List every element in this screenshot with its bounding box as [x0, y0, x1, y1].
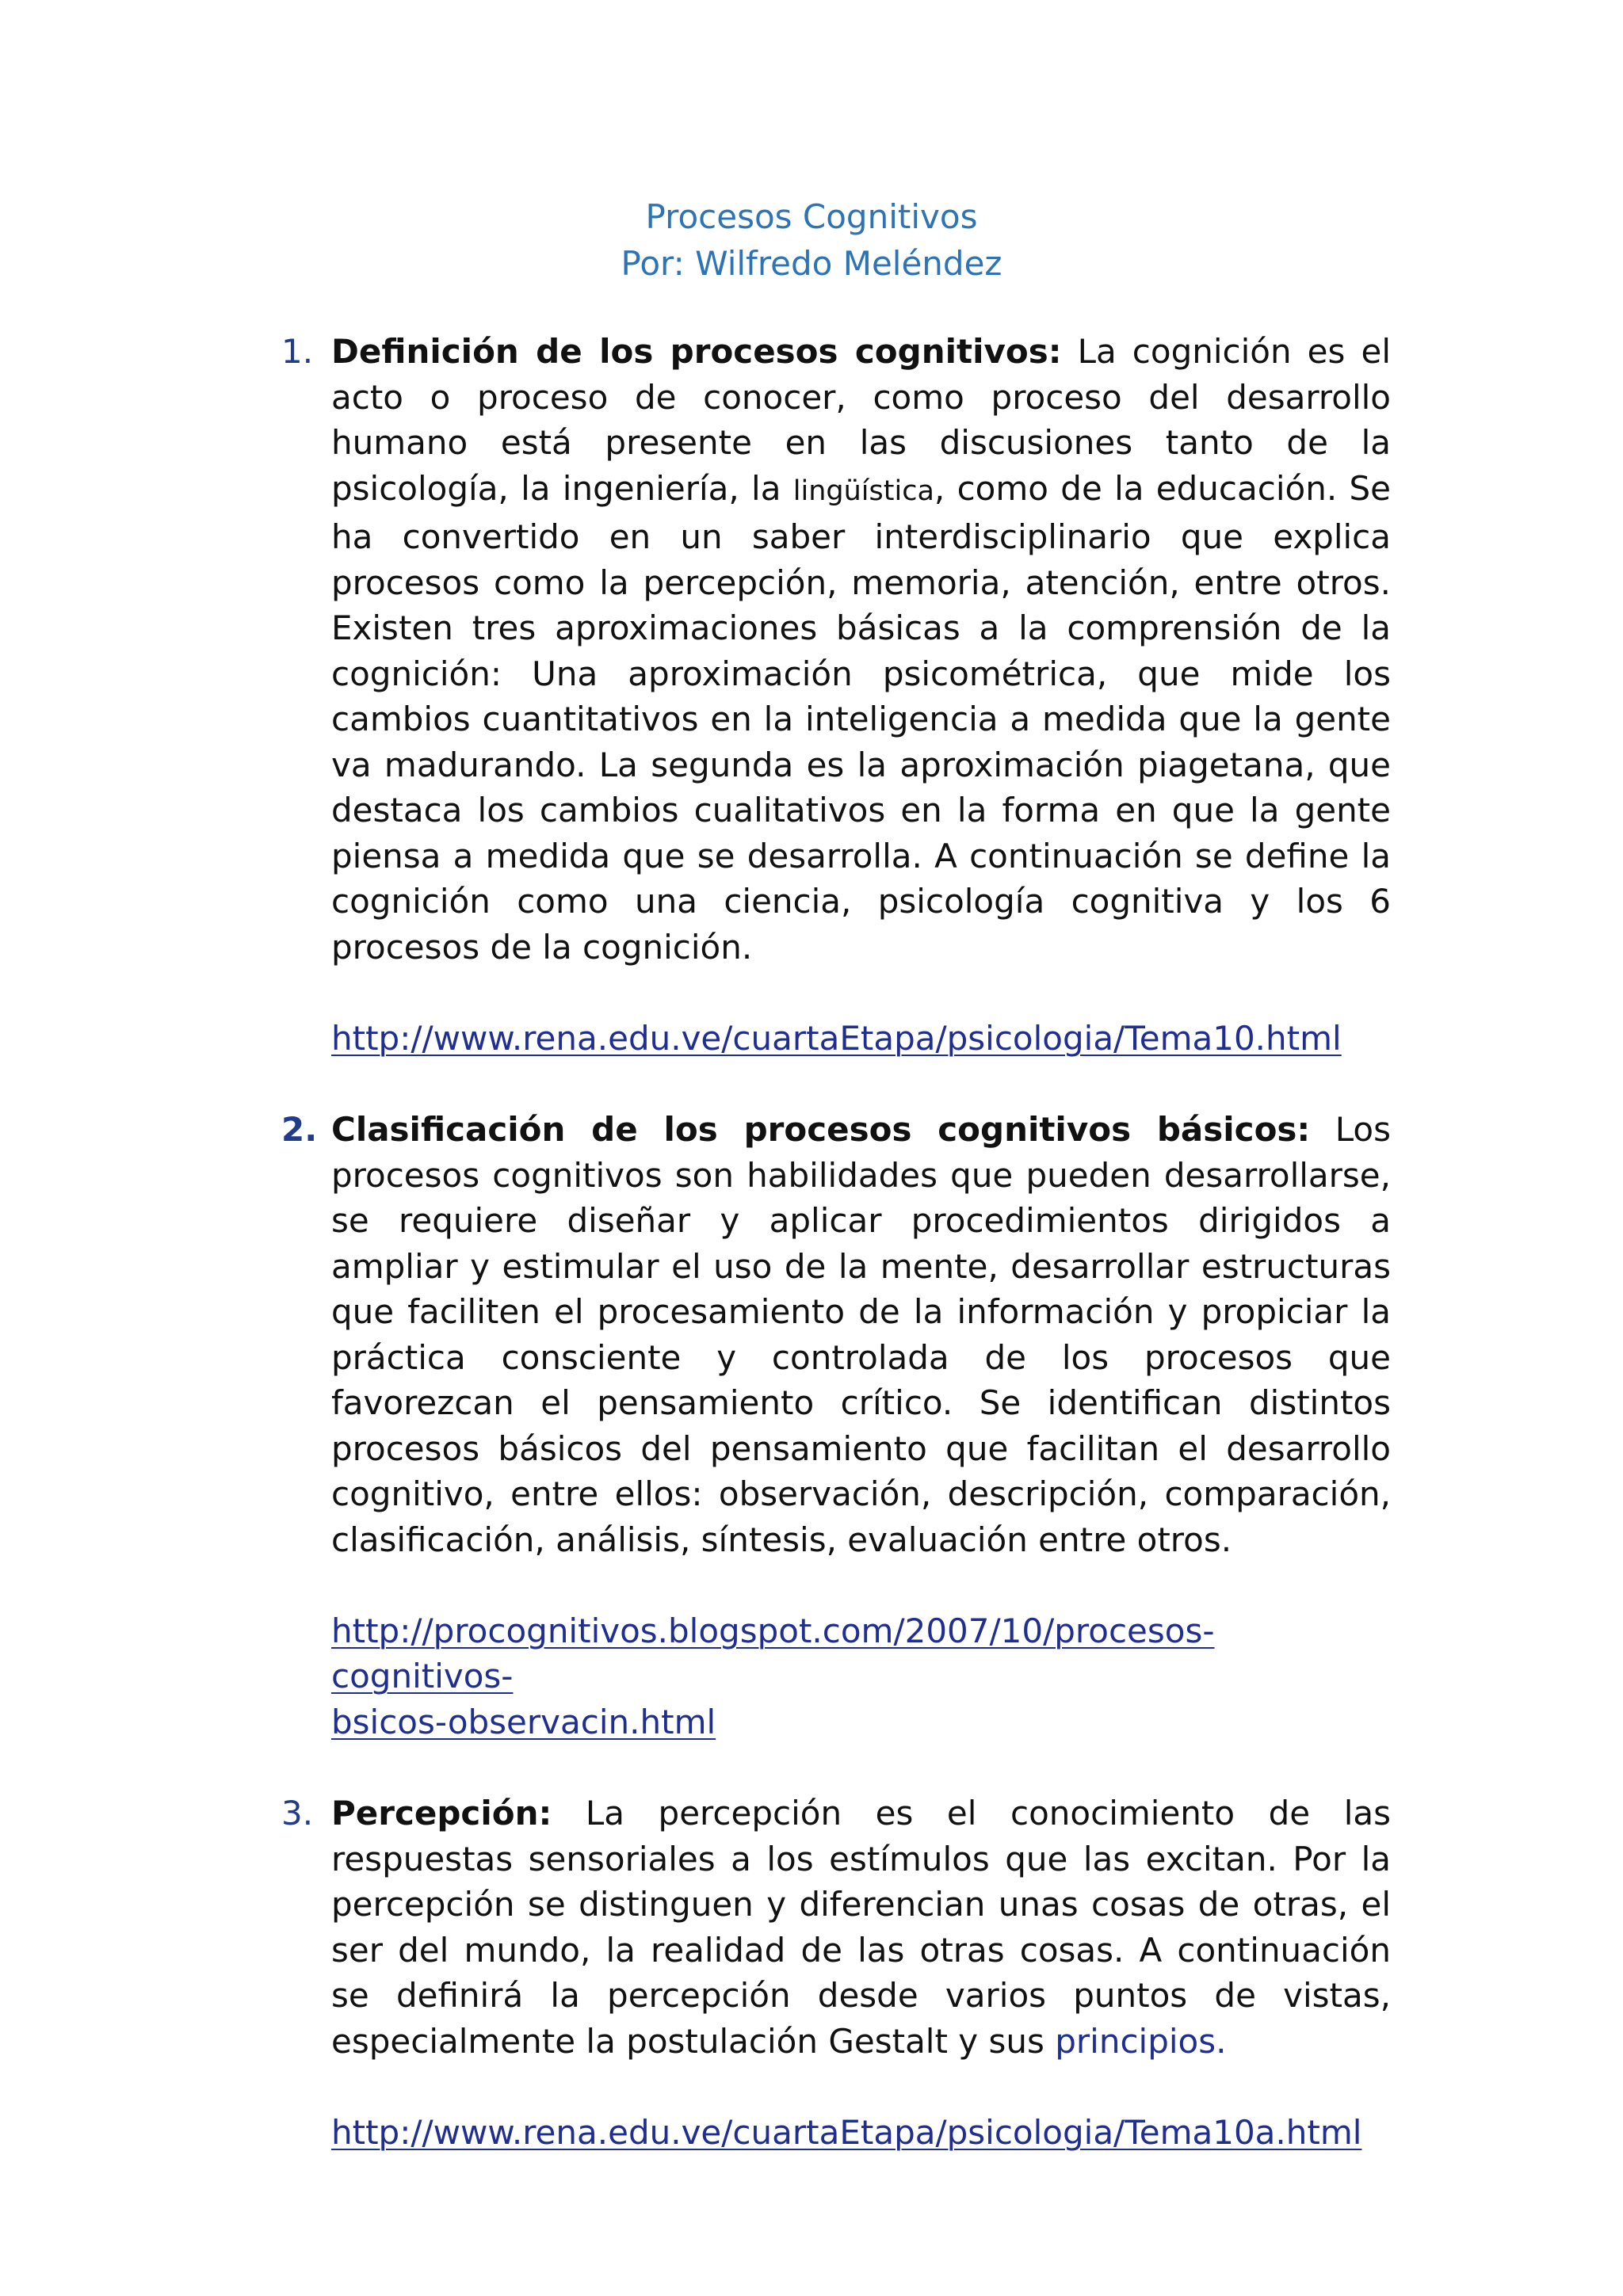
list-number: 3. — [281, 1794, 314, 1833]
item-term: Clasificación de los procesos cognitivos básicos: — [331, 1110, 1311, 1149]
item-term: Percepción: — [331, 1794, 552, 1833]
reference-link-text: http://www.rena.edu.ve/cuartaEtapa/psicologia/Tema10a.html — [331, 2112, 1362, 2152]
list-number: 1. — [281, 332, 314, 371]
paragraph-text: Los procesos cognitivos son habilidades que pueden desarrollarse, se requiere diseñar y aplicar procedimientos dirigidos a ampliar y estimular el uso de la mente, desarrollar estructuras que faciliten el procesamiento de la información y propiciar la práctica consciente y controlada de los procesos que favorezcan el pensamiento crítico. Se identifican distintos procesos básicos del pensamiento que facilitan el desarrollo cognitivo, entre ellos: observación, descripción, comparación, clasificación, análisis, síntesis, evaluación entre otros. — [331, 1110, 1391, 1559]
document-author: Por: Wilfredo Meléndez — [621, 244, 1002, 283]
paragraph — [331, 329, 1391, 970]
reference-link-text: http://www.rena.edu.ve/cuartaEtapa/psicologia/Tema10.html — [331, 1018, 1342, 1058]
numbered-list — [277, 329, 1391, 2155]
list-item — [277, 329, 1391, 1061]
list-item — [277, 1107, 1391, 1745]
item-term: Definición de los procesos cognitivos: — [331, 332, 1062, 371]
list-item — [277, 1791, 1391, 2155]
paragraph-text: La cognición es el acto o proceso de conocer, como proceso del desarrollo humano está presente en las discusiones tanto de la psicología, la ingeniería, la — [331, 332, 1391, 508]
reference-link-line: bsicos-observacin.html — [331, 1702, 716, 1741]
principles-link[interactable]: principios. — [1055, 2021, 1227, 2061]
reference-link[interactable] — [331, 2110, 1391, 2156]
paragraph-text-small: lingüística — [792, 475, 934, 507]
reference-link[interactable] — [331, 1016, 1391, 1062]
paragraph-text: La percepción es el conocimiento de las respuestas sensoriales a los estímulos que las excitan. Por la percepción se distinguen y diferencian unas cosas de otras, el ser del mundo, la realidad de las otras cosas. A continuación se definirá la percepción desde varios puntos de vistas, especialmente la postulación Gestalt y sus — [331, 1794, 1391, 2061]
paragraph — [331, 1107, 1391, 1562]
document-header — [0, 193, 1623, 287]
paragraph — [331, 1791, 1391, 2064]
document-title: Procesos Cognitivos — [645, 197, 978, 236]
reference-link[interactable] — [331, 1608, 1391, 1745]
reference-link-line: http://procognitivos.blogspot.com/2007/10/procesos-cognitivos- — [331, 1611, 1215, 1695]
list-number: 2. — [281, 1110, 318, 1149]
paragraph-text: , como de la educación. Se ha convertido en un saber interdisciplinario que explica procesos como la percepción, memoria, atención, entre otros. Existen tres aproximaciones básicas a la comprensión de la cognición: Una aproximación psicométrica, que mide los cambios cuantitativos en la inteligencia a medida que la gente va madurando. La segunda es la aproximación piagetana, que destaca los cambios cualitativos en la forma en que la gente piensa a medida que se desarrolla. A continuación se define la cognición como una ciencia, psicología cognitiva y los 6 procesos de la cognición. — [331, 468, 1391, 967]
